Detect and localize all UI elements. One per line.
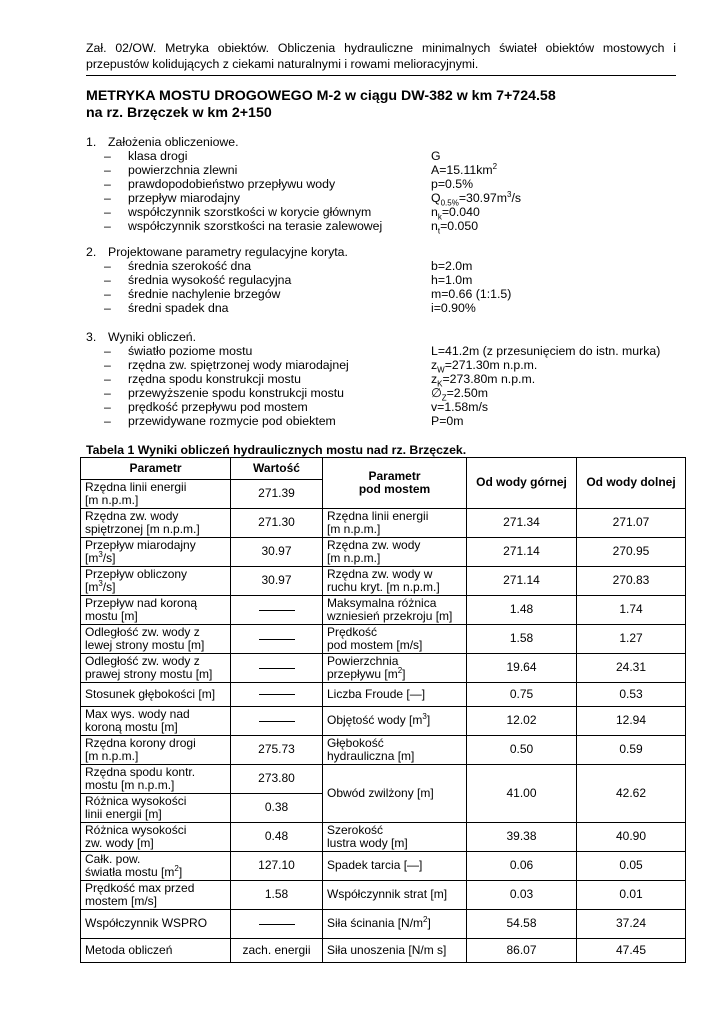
empty-dash: [259, 694, 295, 695]
bridge-parameter-label: Rzędna linii energii [m n.p.m.]: [323, 509, 467, 538]
header-downstream: Od wody dolnej: [577, 458, 686, 509]
downstream-value: 1.27: [577, 625, 686, 654]
header-text: Zał. 02/OW. Metryka obiektów. Obliczenia hydrauliczne minimalnych świateł obiektów mostowych i przepustów kolidujących z ciekami naturalnymi i rowami melioracyjnymi.: [86, 41, 676, 71]
list-item: – przewidywane rozmycie pod obiektem P=0m: [104, 414, 464, 428]
table-row: [81, 852, 686, 881]
left-parameter-label: Odległość zw. wody z lewej strony mostu [m]: [81, 625, 231, 654]
left-parameter-value: 127.10: [231, 852, 323, 881]
left-parameter-label: Współczynnik WSPRO: [81, 910, 231, 939]
section-results: [86, 330, 686, 428]
downstream-value: 0.59: [577, 736, 686, 765]
bridge-parameter-label: Spadek tarcia [—]: [323, 852, 467, 881]
left-parameter-label: Rzędna spodu kontr. mostu [m n.p.m.]: [81, 765, 231, 794]
downstream-value: 47.45: [577, 939, 686, 963]
table-row: [81, 939, 686, 963]
table-row: [81, 596, 686, 625]
upstream-value: 1.58: [467, 625, 577, 654]
section-heading: Projektowane parametry regulacyjne koryta.: [108, 245, 348, 259]
empty-dash: [259, 639, 295, 640]
left-parameter-value: [231, 707, 323, 736]
left-parameter-label: Stosunek głębokości [m]: [81, 683, 231, 707]
upstream-value: 41.00: [467, 765, 577, 823]
left-parameter-value: [231, 596, 323, 625]
upstream-value: 1.48: [467, 596, 577, 625]
bridge-parameter-label: Liczba Froude [—]: [323, 683, 467, 707]
left-parameter-value: 273.80: [231, 765, 323, 794]
left-parameter-value: 0.48: [231, 823, 323, 852]
upstream-value: 86.07: [467, 939, 577, 963]
header-parameter-bridge: Parametr pod mostem: [323, 458, 467, 509]
left-parameter-value: 30.97: [231, 538, 323, 567]
list-item: – współczynnik szorstkości w korycie głównym $n_k=0.040$: [104, 205, 480, 222]
left-parameter-label: Rzędna korony drogi [m n.p.m.]: [81, 736, 231, 765]
list-item: – współczynnik szorstkości na terasie zalewowej $n_t=0.050$: [104, 219, 479, 236]
list-item: – rzędna spodu konstrukcji mostu $z_K=273.80m$ n.p.m.: [104, 372, 536, 389]
bridge-parameter-label: Powierzchnia przepływu $[m^2]$: [323, 654, 467, 683]
bridge-parameter-label: Rzędna zw. wody w ruchu kryt. [m n.p.m.]: [323, 567, 467, 596]
list-item: – średnia szerokość dna b=2.0m: [104, 259, 473, 273]
bridge-parameter-label: Współczynnik strat [m]: [323, 881, 467, 910]
left-parameter-value: 30.97: [231, 567, 323, 596]
table-row: [81, 881, 686, 910]
list-item: – rzędna zw. spiętrzonej wody miarodajnej $z_W=271.30m$ n.p.m.: [104, 358, 538, 375]
header-parameter: Parametr: [81, 458, 231, 480]
downstream-value: 270.83: [577, 567, 686, 596]
section-heading: Założenia obliczeniowe.: [108, 135, 239, 149]
upstream-value: 39.38: [467, 823, 577, 852]
bridge-parameter-label: Prędkość pod mostem [m/s]: [323, 625, 467, 654]
bridge-parameter-label: Szerokość lustra wody [m]: [323, 823, 467, 852]
bridge-parameter-label: Siła ścinania $[N/m^2]$: [323, 910, 467, 939]
downstream-value: 0.05: [577, 852, 686, 881]
upstream-value: 0.75: [467, 683, 577, 707]
left-parameter-value: 0.38: [231, 794, 323, 823]
table-row: [81, 765, 686, 794]
downstream-value: 24.31: [577, 654, 686, 683]
left-parameter-value: 275.73: [231, 736, 323, 765]
downstream-value: 42.62: [577, 765, 686, 823]
downstream-value: 37.24: [577, 910, 686, 939]
left-parameter-value: 271.39: [231, 480, 323, 509]
left-parameter-value: [231, 683, 323, 707]
table-row: [81, 910, 686, 939]
downstream-value: 270.95: [577, 538, 686, 567]
section-design-parameters: [86, 245, 686, 315]
table-row: [81, 707, 686, 736]
upstream-value: 12.02: [467, 707, 577, 736]
empty-dash: [259, 924, 295, 925]
table-row: [81, 823, 686, 852]
downstream-value: 0.53: [577, 683, 686, 707]
list-item: – przewyższenie spodu konstrukcji mostu $\emptyset_Z=2.50m$: [104, 386, 488, 403]
left-parameter-label: Przepływ nad koroną mostu [m]: [81, 596, 231, 625]
table-row: [81, 654, 686, 683]
list-item: – prędkość przepływu pod mostem v=1.58m/s: [104, 400, 489, 414]
upstream-value: 0.03: [467, 881, 577, 910]
left-parameter-label: Prędkość max przed mostem [m/s]: [81, 881, 231, 910]
downstream-value: 271.07: [577, 509, 686, 538]
upstream-value: 0.06: [467, 852, 577, 881]
upstream-value: 271.14: [467, 567, 577, 596]
section-assumptions: [86, 135, 686, 236]
upstream-value: 19.64: [467, 654, 577, 683]
header-value: Wartość: [231, 458, 323, 480]
section-number: 1.: [86, 135, 97, 149]
left-parameter-label: Całk. pow. światła mostu $[m^2]$: [81, 852, 231, 881]
upstream-value: 54.58: [467, 910, 577, 939]
table-row: [81, 625, 686, 654]
left-parameter-value: [231, 654, 323, 683]
left-parameter-label: Metoda obliczeń: [81, 939, 231, 963]
left-parameter-label: Rzędna zw. wody spiętrzonej [m n.p.m.]: [81, 509, 231, 538]
bridge-parameter-label: Objętość wody $[m^3]$: [323, 707, 467, 736]
list-item: – światło poziome mostu L=41.2m (z przesunięciem do istn. murka): [104, 344, 661, 358]
section-heading: Wyniki obliczeń.: [108, 330, 197, 344]
table-row: [81, 736, 686, 765]
list-item: – średni spadek dna i=0.90%: [104, 301, 476, 315]
table-row: [81, 538, 686, 567]
bridge-parameter-label: Maksymalna różnica wzniesień przekroju [m]: [323, 596, 467, 625]
left-parameter-label: Odległość zw. wody z prawej strony mostu [m]: [81, 654, 231, 683]
section-number: 3.: [86, 330, 97, 344]
title-line-2: na rz. Brzęczek w km 2+150: [86, 105, 272, 121]
table-row: [81, 509, 686, 538]
section-number: 2.: [86, 245, 97, 259]
left-parameter-label: Przepływ obliczony $[m^3/s]$: [81, 567, 231, 596]
downstream-value: 0.01: [577, 881, 686, 910]
bridge-parameter-label: Rzędna zw. wody [m n.p.m.]: [323, 538, 467, 567]
bridge-parameter-label: Obwód zwilżony [m]: [323, 765, 467, 823]
upstream-value: 271.34: [467, 509, 577, 538]
bridge-parameter-label: Siła unoszenia [N/m s]: [323, 939, 467, 963]
empty-dash: [259, 668, 295, 669]
left-parameter-value: zach. energii: [231, 939, 323, 963]
list-item: – klasa drogi G: [104, 149, 441, 163]
left-parameter-value: [231, 910, 323, 939]
list-item: – średnia wysokość regulacyjna h=1.0m: [104, 273, 473, 287]
document-header: [86, 41, 676, 76]
results-table: [80, 457, 686, 963]
table-header-row: [81, 458, 686, 480]
left-parameter-value: 1.58: [231, 881, 323, 910]
downstream-value: 12.94: [577, 707, 686, 736]
table-row: [81, 567, 686, 596]
left-parameter-label: Max wys. wody nad koroną mostu [m]: [81, 707, 231, 736]
empty-dash: [259, 721, 295, 722]
document-title: [86, 88, 676, 122]
title-line-1: METRYKA MOSTU DROGOWEGO M-2 w ciągu DW-382 w km 7+724.58: [86, 88, 556, 104]
header-upstream: Od wody górnej: [467, 458, 577, 509]
empty-dash: [259, 610, 295, 611]
left-parameter-value: [231, 625, 323, 654]
list-item: – powierzchnia zlewni $A=15.11km^2$: [104, 161, 498, 177]
downstream-value: 1.74: [577, 596, 686, 625]
list-item: – średnie nachylenie brzegów m=0.66 (1:1.5): [104, 287, 512, 301]
left-parameter-value: 271.30: [231, 509, 323, 538]
left-parameter-label: Różnica wysokości linii energii [m]: [81, 794, 231, 823]
upstream-value: 271.14: [467, 538, 577, 567]
table-row: [81, 683, 686, 707]
left-parameter-label: Różnica wysokości zw. wody [m]: [81, 823, 231, 852]
left-parameter-label: Przepływ miarodajny $[m^3/s]$: [81, 538, 231, 567]
list-item: – prawdopodobieństwo przepływu wody p=0.5%: [104, 177, 474, 191]
bridge-parameter-label: Głębokość hydrauliczna [m]: [323, 736, 467, 765]
left-parameter-label: Rzędna linii energii [m n.p.m.]: [81, 480, 231, 509]
upstream-value: 0.50: [467, 736, 577, 765]
list-item: – przepływ miarodajny $Q_{0.5\%}=30.97m^3/s$: [104, 189, 522, 208]
downstream-value: 40.90: [577, 823, 686, 852]
table-caption: Tabela 1 Wyniki obliczeń hydraulicznych mostu nad rz. Brzęczek.: [86, 443, 467, 457]
